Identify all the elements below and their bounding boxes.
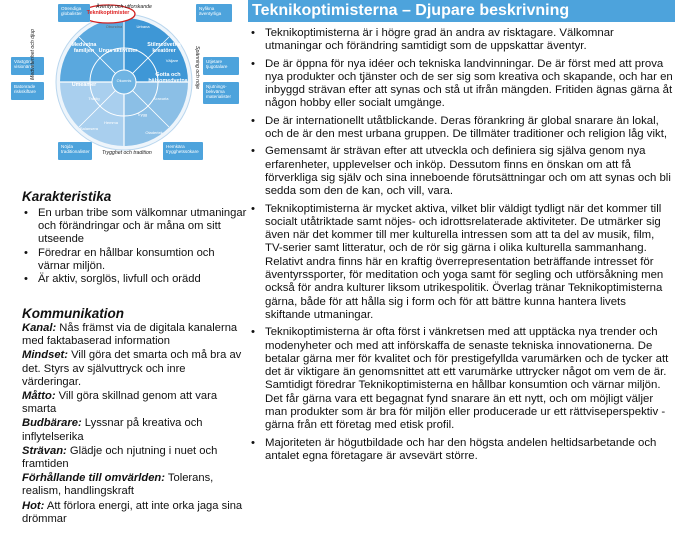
small-label: Väljare [165, 58, 179, 63]
list-item: • De är internationellt utåtblickande. Deras förankring är global snarare än lokal, och de är den mest urbana gruppen. De tillmäter traditioner och religion låg vikt, [248, 115, 673, 142]
comm-key: Kanal: [22, 322, 57, 334]
axis-right-label: Spänning och nöje [194, 46, 200, 89]
list-item: • Är aktiv, sorglös, livfull och orädd [22, 273, 247, 286]
left-column [0, 0, 245, 553]
communication-item [22, 390, 244, 416]
small-label: Trygg [136, 112, 148, 117]
communication-item [22, 417, 244, 443]
description-list [248, 27, 673, 467]
box-label: Växtgöra visionärer [14, 59, 34, 70]
box-batonrade [11, 82, 44, 100]
comm-text: Vill göra skillnad genom att vara smarta [22, 390, 218, 416]
box-label: Otrendiga globalister [61, 6, 82, 17]
axis-bottom-label: Trygghet och tradition [102, 150, 152, 156]
small-label: Trädig [88, 96, 100, 101]
list-item: • Majoriteten är högutbildade och har den högsta andelen heltidsarbetande och antalet egna företagare är avsevärt större. [248, 437, 673, 464]
small-label: Okunnis [116, 78, 132, 83]
box-vaxtgora [11, 57, 44, 75]
comm-key: Mindset: [22, 349, 68, 362]
small-label: Urbana [136, 24, 150, 29]
box-label: Batonrade riskskiftare [14, 84, 36, 95]
box-label: Utjetare tjugotalare [206, 59, 228, 70]
right-column [248, 0, 675, 553]
characteristics-list [22, 207, 247, 286]
segment-diagram [0, 0, 245, 168]
comm-text: Tolerans, realism, handlingskraft [22, 472, 214, 498]
comm-key: Strävan: [22, 444, 67, 457]
box-hemkara [163, 142, 203, 160]
box-label: Hemkära trygghetssökare [166, 144, 199, 155]
box-label: Nöjda traditionalister [61, 144, 90, 155]
list-item: • Gemensamt är strävan efter att utveckla och definiera sig själva genom nya erfarenheter, upplevelser och inköp. Dessutom finns en önskan om att få förverkliga sig själv och sina inneboende förutsättningar och om att synas och bli sedda som den de kan, och vill, vara. [248, 145, 673, 198]
list-item: • Teknikoptimisterna är ofta först i vänkretsen med att upptäcka nya trender och modenyheter och med att införskaffa de senaste tekniska innovationerna. De betalar gärna mer för kvalitet och för prestigefyllda varumärken och de tycker att det är viktigare än genomsnittet att ett varumärke uttrycker något om vem de är. Samtidigt föredrar Teknikoptimisterna en hållbar konsumtion och värnar miljön. Det får gärna vara ett begagnat fynd snarare än ett nytt, och om möjligt väljer man produkter som är bra för miljön eller producerade ur ett rättviseperspektiv -gärna från ett företag med etisk profil. [248, 326, 673, 432]
list-item: • En urban tribe som välkomnar utmaningar och förändringar och är måna om sitt utseende [22, 207, 247, 247]
communication-item [22, 349, 244, 389]
page-title: Teknikoptimisterna – Djupare beskrivning [252, 2, 570, 19]
box-uttjetare [203, 57, 239, 75]
communication-title: Kommunikation [22, 306, 125, 321]
small-label: Kraxuria [153, 96, 169, 101]
list-item: • De är öppna för nya idéer och tekniska landvinningar. De är först med att prova nya produkter och tjänster och de ser sig som kreativa och skapande, och har en inbyggd strävan efter att synas och stå ut ifrån mängden. Fritiden ägnas gärna åt någon hobby eller socialt umgänge. [248, 58, 673, 111]
small-label: Otaderiek [145, 130, 163, 135]
communication-item [22, 322, 244, 348]
comm-key: Förhållande till omvärlden: [22, 472, 165, 485]
axis-top-label: Äventyr och utforskande [96, 4, 152, 10]
comm-text: Vill göra det smarta och må bra av det. Styrs av självuttryck och inre värderingar. [22, 349, 242, 388]
comm-text: Att förlora energi, att inte orka jaga sina drömmar [22, 499, 243, 525]
small-label: Obundna [105, 24, 123, 29]
box-njutning [203, 82, 239, 104]
segment-stilmedvetna: Stilmedvetna kreatörer [147, 42, 181, 54]
segment-unga: Unga aktivister [98, 48, 138, 54]
small-label: Balansera [79, 126, 98, 131]
segment-medvetna: Medvetna familjen [71, 42, 97, 54]
box-label: Nyfikna äventyrliga [199, 6, 222, 17]
small-label: Hemma [103, 120, 118, 125]
list-item: • Teknikoptimisterna är i högre grad än andra av risktagare. Välkomnar utmaningar och förändring samtidigt som de uppskattar äventyr. [248, 27, 673, 54]
comm-key: Måtto: [22, 390, 56, 403]
box-label: Njutnings-bekväma materialister [206, 84, 232, 100]
list-item: • Teknikoptimisterna är mycket aktiva, vilket blir väldigt tydligt när det kommer till socialt utåtriktade samt nöjes- och idrottsrelaterade aktiviteter. De utmärker sig även när det kommer till mer kulturella intressen som att ta del av musik, film, TV-serier samt litteratur, och de rör sig gärna i olika kulturella sammanhang. Relativt andra finns här en kraftig överrepresentation beträffande intresset för äventyrssporter, för meditation och yoga samt för segling och utförsåkning men också för andra kulturer liksom utrikespolitik. Överlag tränar Teknikoptimisterna gärna, både för att hålla sig i form och för att bättre kunna hantera livets skiftande utmaningar. [248, 203, 673, 323]
comm-text: Nås främst via de digitala kanalerna med faktabaserad information [22, 322, 238, 348]
comm-text: Lyssnar på kreativa och inflytelserika [22, 417, 203, 443]
communication-item [22, 445, 244, 471]
list-item: • Föredrar en hållbar konsumtion och värnar miljön. [22, 247, 247, 273]
communication-list [22, 322, 244, 527]
characteristics-title: Karakteristika [22, 189, 112, 204]
box-nyfikna [196, 4, 232, 22]
segment-umeamer: Umeåmer [71, 82, 97, 88]
comm-key: Budbärare: [22, 417, 82, 430]
comm-key: Hot: [22, 499, 45, 512]
communication-item [22, 472, 244, 498]
box-nojda [58, 142, 92, 160]
segment-teknikoptimister: Teknikoptimister [86, 10, 130, 16]
comm-text: Glädje och njutning i nuet och framtiden [22, 444, 218, 471]
communication-item [22, 500, 244, 526]
axis-left-label: Medvetenhet och djup [30, 28, 36, 80]
header-bar [248, 0, 675, 22]
segment-gotta: Gotta och hälsomedvetna [148, 72, 188, 84]
